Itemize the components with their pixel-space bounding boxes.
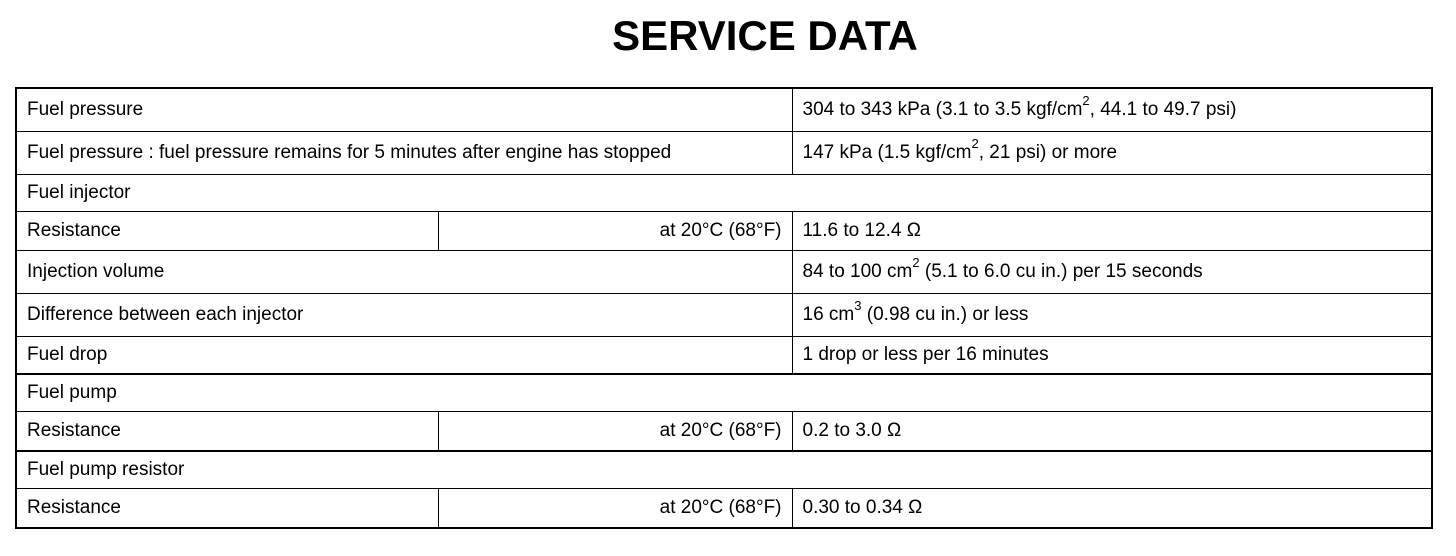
spec-value: 147 kPa (1.5 kgf/$cm^2$, 21 psi) or more [792, 132, 1432, 175]
spec-label: Fuel pressure : fuel pressure remains for 5 minutes after engine has stopped [16, 132, 792, 175]
table-row [16, 374, 1432, 412]
table-row [16, 132, 1432, 175]
spec-value: 11.6 to 12.4 Ω [792, 212, 1432, 251]
table-row [16, 489, 1432, 529]
page-title: SERVICE DATA [612, 12, 918, 59]
table-row [16, 212, 1432, 251]
table-row [16, 451, 1432, 489]
service-data-table [15, 87, 1433, 529]
spec-condition: at 20°C (68°F) [438, 412, 792, 452]
spec-label: Injection volume [16, 251, 792, 294]
spec-condition: at 20°C (68°F) [438, 212, 792, 251]
spec-label: Resistance [16, 212, 438, 251]
spec-label: Resistance [16, 412, 438, 452]
table-row [16, 88, 1432, 132]
spec-value: 16 $cm^3$ (0.98 cu in.) or less [792, 294, 1432, 337]
spec-value: 1 drop or less per 16 minutes [792, 337, 1432, 375]
table-row [16, 412, 1432, 452]
table-row [16, 337, 1432, 375]
spec-label: Difference between each injector [16, 294, 792, 337]
spec-label: Fuel pressure [16, 88, 792, 132]
table-row [16, 175, 1432, 212]
section-heading: Fuel pump [16, 374, 1432, 412]
spec-value: 84 to 100 $cm^2$ (5.1 to 6.0 cu in.) per 15 seconds [792, 251, 1432, 294]
spec-label: Fuel drop [16, 337, 792, 375]
spec-value: 0.2 to 3.0 Ω [792, 412, 1432, 452]
table-row [16, 251, 1432, 294]
section-heading: Fuel pump resistor [16, 451, 1432, 489]
spec-label: Resistance [16, 489, 438, 529]
spec-condition: at 20°C (68°F) [438, 489, 792, 529]
spec-value: 304 to 343 kPa (3.1 to 3.5 kgf/$cm^2$, 44.1 to 49.7 psi) [792, 88, 1432, 132]
spec-value: 0.30 to 0.34 Ω [792, 489, 1432, 529]
section-heading: Fuel injector [16, 175, 1432, 212]
table-row [16, 294, 1432, 337]
